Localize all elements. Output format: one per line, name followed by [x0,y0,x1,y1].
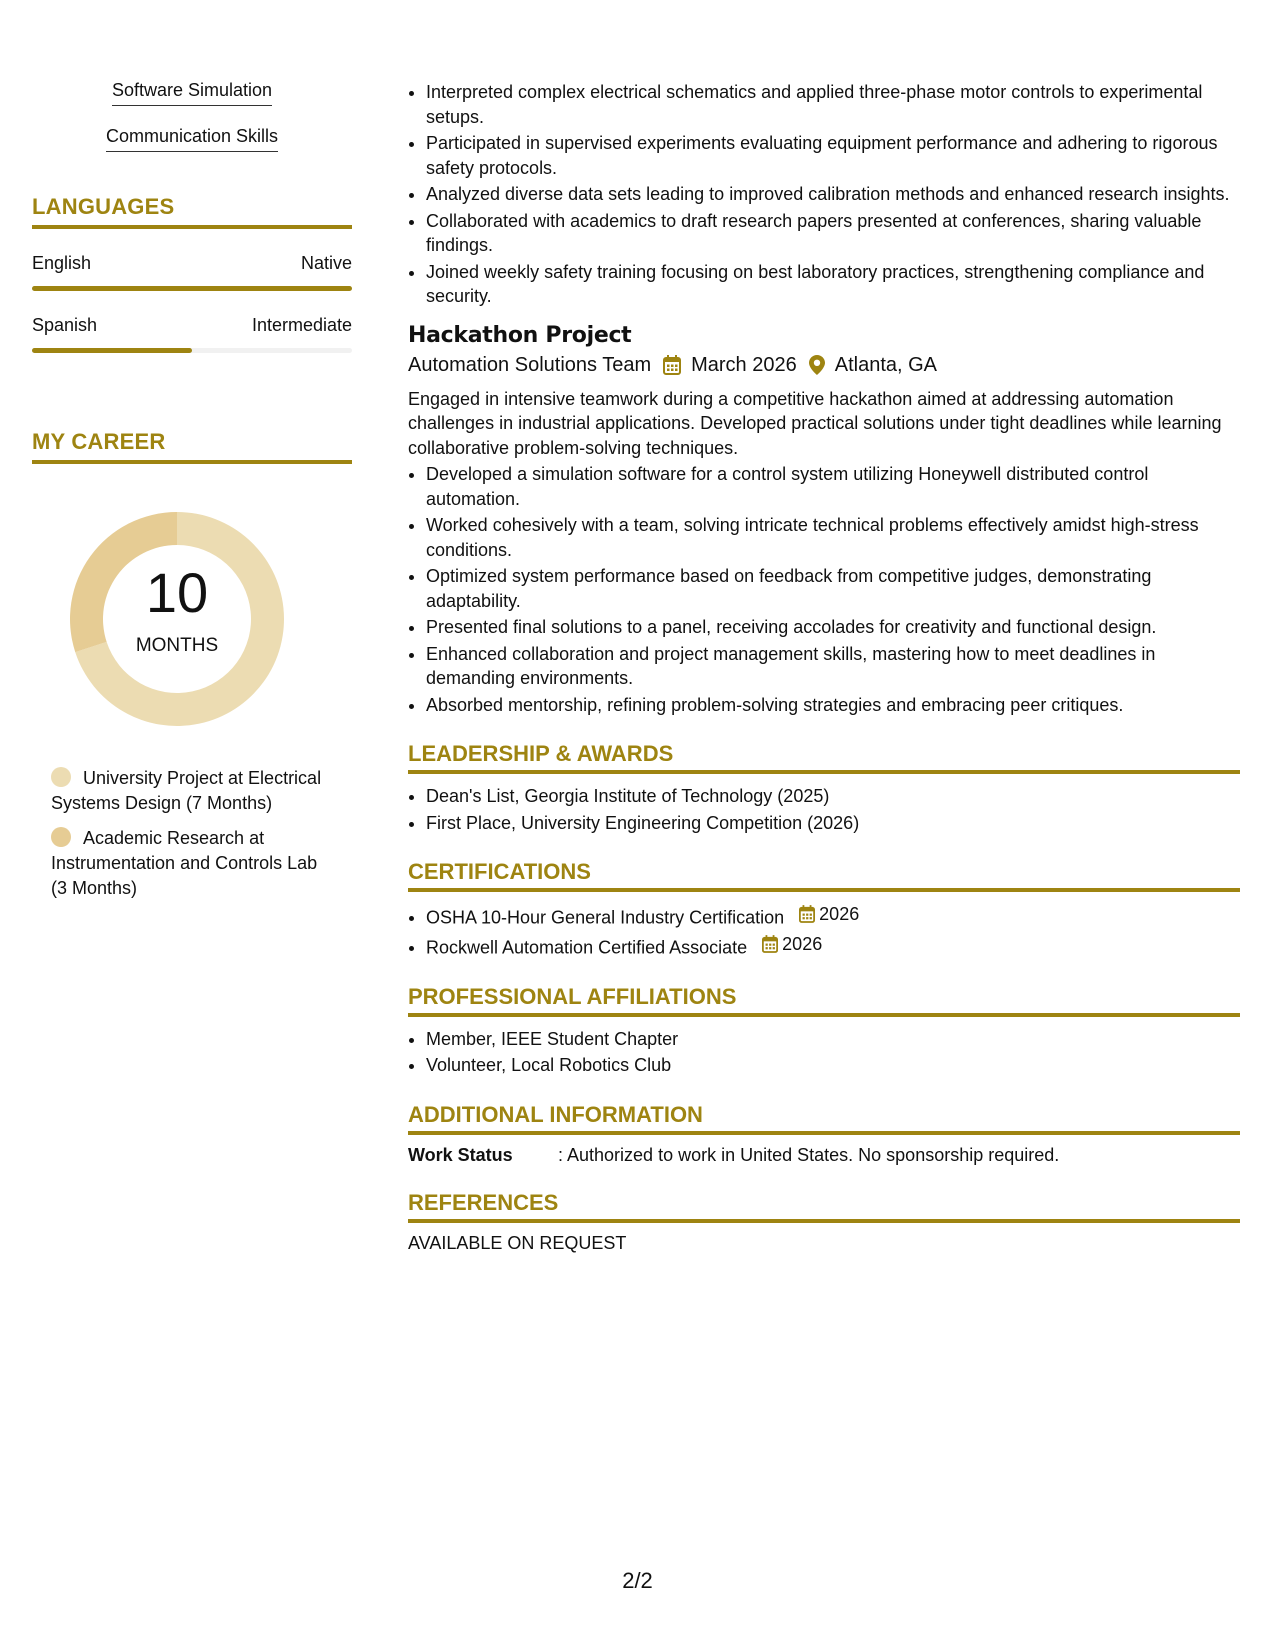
affiliation-item: • Member, IEEE Student Chapter [426,1027,1240,1052]
experience-bullet: • Analyzed diverse data sets leading to improved calibration methods and enhanced research insights. [426,182,1240,207]
career-total: 10 [145,561,209,624]
award-item: • First Place, University Engineering Competition (2026) [426,811,1240,836]
entry-organization: Automation Solutions Team [408,353,652,376]
hackathon-bullet: • Developed a simulation software for a control system utilizing Honeywell distributed control automation. [426,462,1240,511]
certification-item [426,932,1240,960]
legend-label: University Project at Electrical Systems Design (7 Months) [51,768,322,813]
hackathon-entry [408,323,1240,718]
certifications-heading: CERTIFICATIONS [408,859,1240,892]
certification-year: 2026 [782,933,823,954]
career-section [32,429,352,901]
legend-swatch [51,827,71,847]
work-status-row [408,1145,1240,1166]
language-level: Native [300,253,352,273]
experience-bullet-list [408,80,1240,309]
languages-section [32,194,352,353]
career-donut-chart [32,500,352,740]
calendar-icon [762,935,778,953]
language-name: English [32,253,92,273]
language-proficiency-fill [32,286,352,291]
award-item: • Dean's List, Georgia Institute of Technology (2025) [426,784,1240,809]
affiliations-heading: PROFESSIONAL AFFILIATIONS [408,984,1240,1017]
additional-info-heading: ADDITIONAL INFORMATION [408,1102,1240,1135]
language-item [32,315,352,353]
language-level: Intermediate [251,315,352,335]
main-content [408,80,1240,1254]
hackathon-bullet: • Worked cohesively with a team, solving intricate technical problems effectively amidst high-stress conditions. [426,513,1240,562]
work-status-value: : Authorized to work in United States. No sponsorship required. [558,1144,1060,1165]
entry-location: Atlanta, GA [834,353,938,376]
language-item [32,253,352,291]
legend-item [51,766,322,816]
map-pin-icon [809,355,825,375]
hackathon-bullet: • Absorbed mentorship, refining problem-solving strategies and embracing peer critiques. [426,693,1240,718]
entry-bullet-list [408,462,1240,717]
entry-title: Hackathon Project [408,322,632,348]
leadership-list [408,784,1240,835]
language-proficiency-bar [32,348,352,353]
work-status-label: Work Status [408,1144,513,1165]
language-proficiency-fill [32,348,192,353]
certifications-list [408,902,1240,960]
career-heading: MY CAREER [32,429,352,464]
leadership-heading: LEADERSHIP & AWARDS [408,741,1240,774]
calendar-icon [799,905,815,923]
language-name: Spanish [32,315,98,335]
experience-bullet: • Collaborated with academics to draft research papers presented at conferences, sharing valuable findings. [426,209,1240,258]
certification-item [426,902,1240,930]
entry-meta [408,354,1240,377]
language-proficiency-bar [32,286,352,291]
career-legend [32,766,352,901]
legend-item [51,826,322,901]
affiliations-list [408,1027,1240,1078]
references-text: AVAILABLE ON REQUEST [408,1232,627,1253]
certification-name: OSHA 10-Hour General Industry Certification [426,907,785,928]
career-unit: MONTHS [135,635,219,656]
sidebar [32,80,352,911]
page-number: 2/2 [622,1568,653,1593]
references-heading: REFERENCES [408,1190,1240,1223]
legend-swatch [51,767,71,787]
experience-bullet: • Interpreted complex electrical schematics and applied three-phase motor controls to experimental setups. [426,80,1240,129]
certification-year: 2026 [819,904,860,924]
entry-date: March 2026 [691,353,797,376]
skill-item [32,126,352,152]
hackathon-bullet: • Optimized system performance based on feedback from competitive judges, demonstrating adaptability. [426,564,1240,613]
hackathon-bullet: • Enhanced collaboration and project management skills, mastering how to meet deadlines in demanding environments. [426,642,1240,691]
hackathon-bullet: • Presented final solutions to a panel, receiving accolades for creativity and functional design. [426,615,1240,640]
entry-description: Engaged in intensive teamwork during a competitive hackathon aimed at addressing automation challenges in industrial applications. Developed practical solutions under tight deadlines while learning collaborative problem-solving techniques. [408,388,1222,458]
skill-label: Communication Skills [106,126,278,152]
skill-label: Software Simulation [112,80,272,106]
calendar-icon [663,355,681,375]
certification-name: Rockwell Automation Certified Associate [426,937,748,957]
affiliation-item: • Volunteer, Local Robotics Club [426,1053,1240,1078]
legend-label: Academic Research at Instrumentation and Controls Lab (3 Months) [51,828,318,898]
skill-item [32,80,352,106]
experience-bullet: • Participated in supervised experiments evaluating equipment performance and adhering to rigorous safety protocols. [426,131,1240,180]
languages-heading: LANGUAGES [32,194,352,229]
experience-bullet: • Joined weekly safety training focusing on best laboratory practices, strengthening compliance and security. [426,260,1240,309]
